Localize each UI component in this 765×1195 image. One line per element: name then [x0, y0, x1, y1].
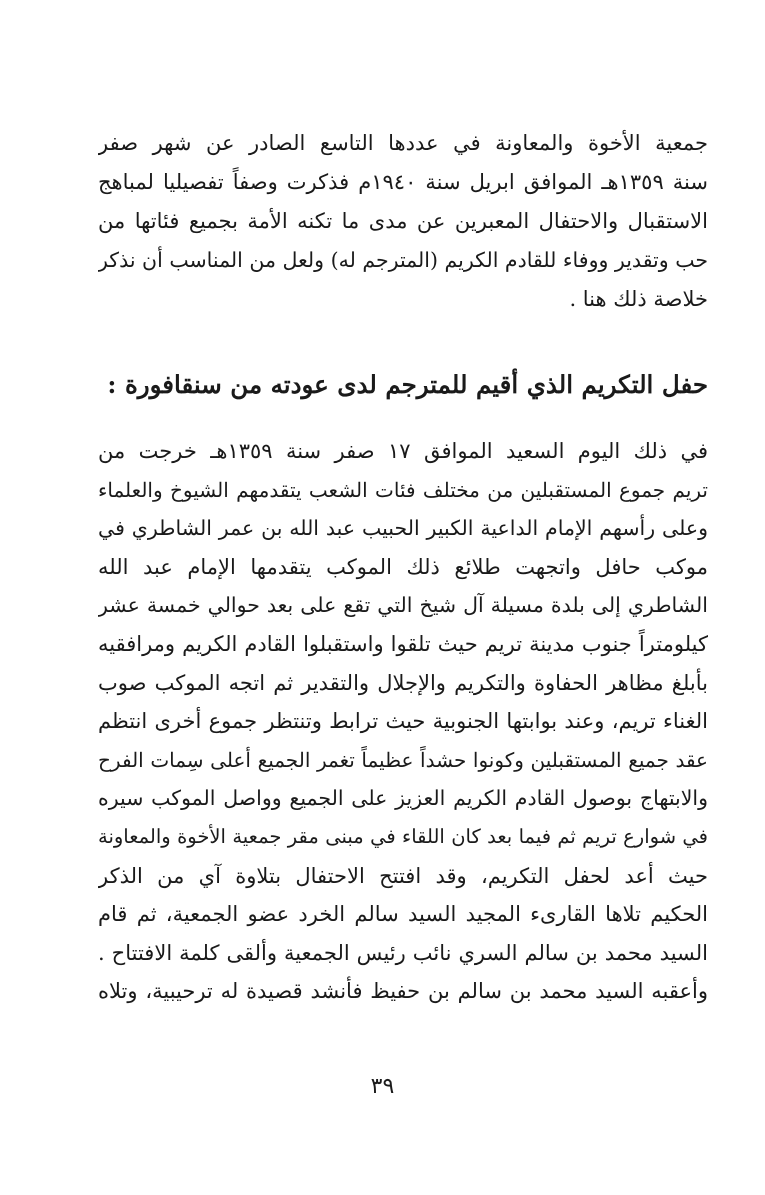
section-heading: حفل التكريم الذي أقيم للمترجم لدى عودته من سنقافورة :	[107, 370, 708, 399]
body-line: الغناء تريم، وعند بوابتها الجنوبية حيث ترابط وتنتظر جموع أخرى انتظم	[98, 709, 708, 734]
body-line: الحكيم تلاها القارىء المجيد السيد سالم الخرد عضو الجمعية، ثم قام	[98, 902, 708, 927]
body-line: وعلى رأسهم الإمام الداعية الكبير الحبيب عبد الله بن عمر الشاطري في	[98, 516, 708, 541]
page-number: ٣٩	[370, 1074, 395, 1099]
body-line: الشاطري إلى بلدة مسيلة آل شيخ التي تقع على بعد حوالي خمسة عشر	[98, 593, 708, 618]
intro-line: الاستقبال والاحتفال المعبرين عن مدى ما تكنه الأمة بجميع فئاتها من	[98, 209, 708, 233]
body-paragraph	[98, 432, 708, 1011]
body-line: حيث أعد لحفل التكريم، وقد افتتح الاحتفال بتلاوة آي من الذكر	[98, 863, 708, 888]
intro-line: خلاصة ذلك هنا .	[569, 287, 708, 311]
intro-paragraph	[98, 124, 708, 319]
body-line: عقد جميع المستقبلين وكونوا حشداً عظيماً تغمر الجميع أعلى سِمات الفرح	[98, 747, 708, 772]
body-line: والابتهاج بوصول القادم الكريم العزيز على الجميع وواصل الموكب سيره	[98, 786, 708, 811]
body-line: بأبلغ مظاهر الحفاوة والتكريم والإجلال والتقدير ثم اتجه الموكب صوب	[98, 670, 708, 695]
body-line: وأعقبه السيد محمد بن سالم بن حفيظ فأنشد قصيدة له ترحيبية، وتلاه	[98, 979, 708, 1004]
body-line: موكب حافل واتجهت طلائع ذلك الموكب يتقدمها الإمام عبد الله	[98, 554, 708, 579]
body-line: في ذلك اليوم السعيد الموافق ١٧ صفر سنة ١٣٥٩هـ خرجت من	[98, 439, 708, 463]
body-line: تريم جموع المستقبلين من مختلف فئات الشعب يتقدمهم الشيوخ والعلماء	[98, 477, 708, 502]
body-line: في شوارع تريم ثم فيما بعد كان اللقاء في مبنى مقر جمعية الأخوة والمعاونة	[98, 824, 708, 848]
intro-line: سنة ١٣٥٩هـ الموافق ابريل سنة ١٩٤٠م فذكرت وصفاً تفصيليا لمباهج	[98, 170, 708, 194]
body-line: السيد محمد بن سالم السري نائب رئيس الجمعية وألقى كلمة الافتتاح .	[98, 940, 708, 965]
intro-line: حب وتقدير ووفاء للقادم الكريم (المترجم له) ولعل من المناسب أن نذكر	[98, 248, 708, 272]
intro-line: جمعية الأخوة والمعاونة في عددها التاسع الصادر عن شهر صفر	[98, 131, 708, 155]
body-line: كيلومتراً جنوب مدينة تريم حيث تلقوا واستقبلوا القادم الكريم ومرافقيه	[98, 631, 708, 656]
